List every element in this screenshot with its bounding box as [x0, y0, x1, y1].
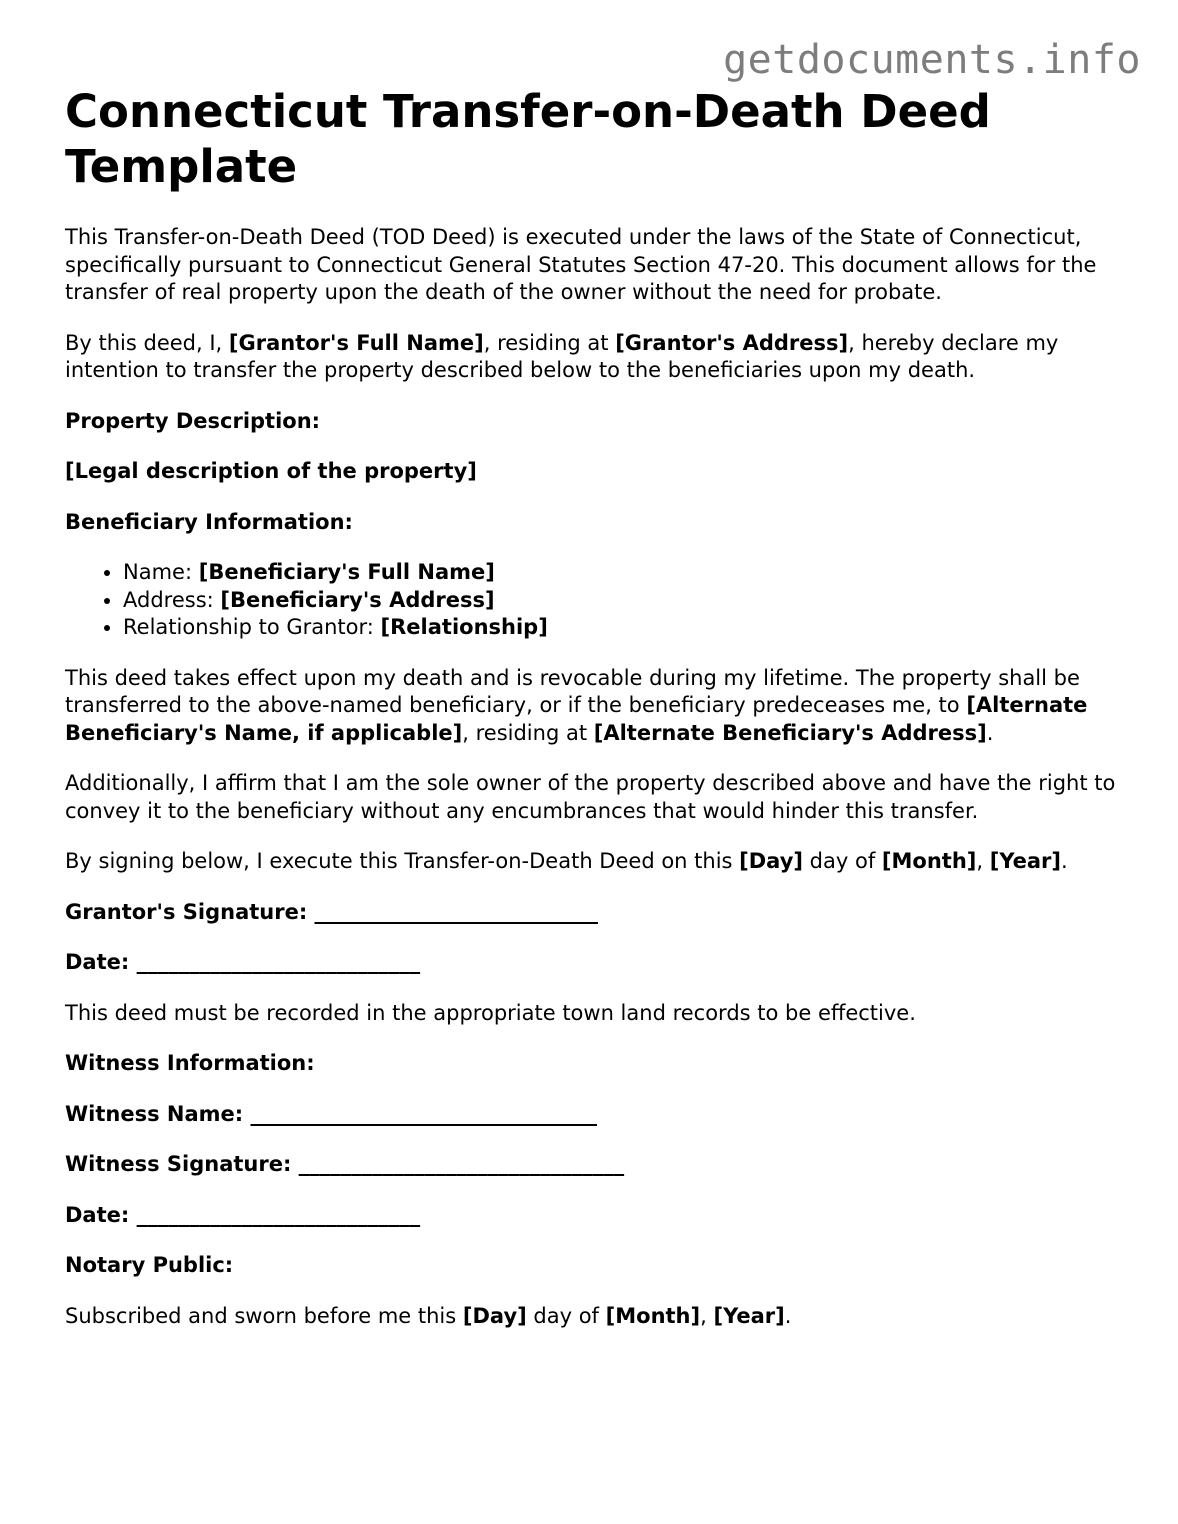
notary-text: Subscribed and sworn before me this	[65, 1303, 463, 1328]
grantor-signature-text: Grantor's Signature: ___________________________	[65, 899, 599, 924]
declaration-text: By this deed, I,	[65, 330, 229, 355]
legal-description-placeholder: [Legal description of the property]	[65, 459, 477, 483]
witness-name-text: Witness Name: _________________________________	[65, 1101, 597, 1126]
beneficiary-heading	[65, 509, 1125, 537]
witness-name-line[interactable]	[65, 1101, 1125, 1129]
alternate-beneficiary-address-placeholder: [Alternate Beneficiary's Address]	[593, 720, 987, 745]
notary-month-placeholder: [Month]	[605, 1303, 701, 1328]
item-label: Address:	[123, 587, 221, 612]
notary-heading	[65, 1252, 1125, 1280]
property-heading-text: Property Description:	[65, 408, 321, 433]
declaration-text: , residing at	[483, 330, 616, 355]
list-item	[123, 587, 1125, 615]
witness-date-line[interactable]	[65, 1202, 1125, 1230]
watermark: getdocuments.info	[723, 37, 1141, 83]
beneficiary-name-placeholder: [Beneficiary's Full Name]	[198, 560, 495, 584]
notary-year-placeholder: [Year]	[713, 1303, 785, 1328]
item-label: Name:	[123, 560, 199, 584]
execution-text: day of	[803, 849, 882, 873]
property-legal-description	[65, 458, 1125, 486]
witness-heading-text: Witness Information:	[65, 1051, 315, 1075]
property-heading	[65, 408, 1125, 436]
notary-text: ,	[700, 1303, 714, 1328]
grantor-signature-line[interactable]	[65, 899, 1125, 927]
intro-paragraph: This Transfer-on-Death Deed (TOD Deed) is executed under the laws of the State of Connecticut, specifically pursuant to Connecticut General Statutes Section 47-20. This document allows for the transfer of real property upon the death of the owner without the need for probate.	[65, 225, 1097, 304]
affirmation-paragraph: Additionally, I affirm that I am the sole owner of the property described above and have the right to convey it to the beneficiary without any encumbrances that would hinder this transfer.	[65, 771, 1116, 823]
grantor-address-placeholder: [Grantor's Address]	[615, 330, 849, 355]
execution-text: By signing below, I execute this Transfer-on-Death Deed on this	[65, 849, 740, 873]
grantor-date-text: Date: ___________________________	[65, 950, 421, 974]
notary-text: .	[784, 1303, 792, 1328]
notary-day-placeholder: [Day]	[462, 1303, 527, 1328]
declaration-paragraph	[65, 330, 1125, 385]
witness-signature-line[interactable]	[65, 1151, 1125, 1179]
document-body	[65, 84, 1125, 1353]
notary-text: day of	[526, 1303, 606, 1328]
witness-heading	[65, 1050, 1125, 1078]
execution-text: ,	[976, 849, 990, 873]
alternate-beneficiary-name-placeholder: [Alternate Beneficiary's Name, if applicable]	[65, 693, 1088, 745]
list-item	[123, 559, 1125, 587]
notary-paragraph	[65, 1303, 1125, 1331]
relationship-placeholder: [Relationship]	[380, 615, 548, 639]
witness-date-text: Date: ___________________________	[65, 1202, 421, 1227]
execution-paragraph	[65, 848, 1125, 876]
effect-text: , residing at	[462, 720, 594, 745]
beneficiary-heading-text: Beneficiary Information:	[65, 509, 353, 534]
execution-text: .	[1060, 849, 1068, 873]
witness-signature-text: Witness Signature: _______________________________	[65, 1152, 625, 1176]
declaration-text: , hereby declare my intention to transfer the property described below to the beneficiaries upon my death.	[65, 330, 1059, 382]
effect-text: .	[986, 720, 994, 745]
beneficiary-address-placeholder: [Beneficiary's Address]	[220, 587, 495, 612]
document-title: Connecticut Transfer-on-Death Deed Template	[65, 85, 991, 193]
list-item	[123, 614, 1125, 642]
effect-text: This deed takes effect upon my death and is revocable during my lifetime. The property shall be transferred to the above-named beneficiary, or if the beneficiary predeceases me, to	[65, 665, 1080, 717]
effect-paragraph	[65, 665, 1125, 748]
grantor-date-line[interactable]	[65, 949, 1125, 977]
grantor-name-placeholder: [Grantor's Full Name]	[228, 330, 484, 355]
notary-heading-text: Notary Public:	[65, 1253, 234, 1277]
beneficiary-list	[65, 559, 1125, 642]
year-placeholder: [Year]	[989, 849, 1061, 873]
month-placeholder: [Month]	[881, 849, 977, 873]
day-placeholder: [Day]	[739, 849, 803, 873]
item-label: Relationship to Grantor:	[123, 615, 381, 639]
recording-paragraph: This deed must be recorded in the appropriate town land records to be effective.	[65, 1000, 916, 1025]
